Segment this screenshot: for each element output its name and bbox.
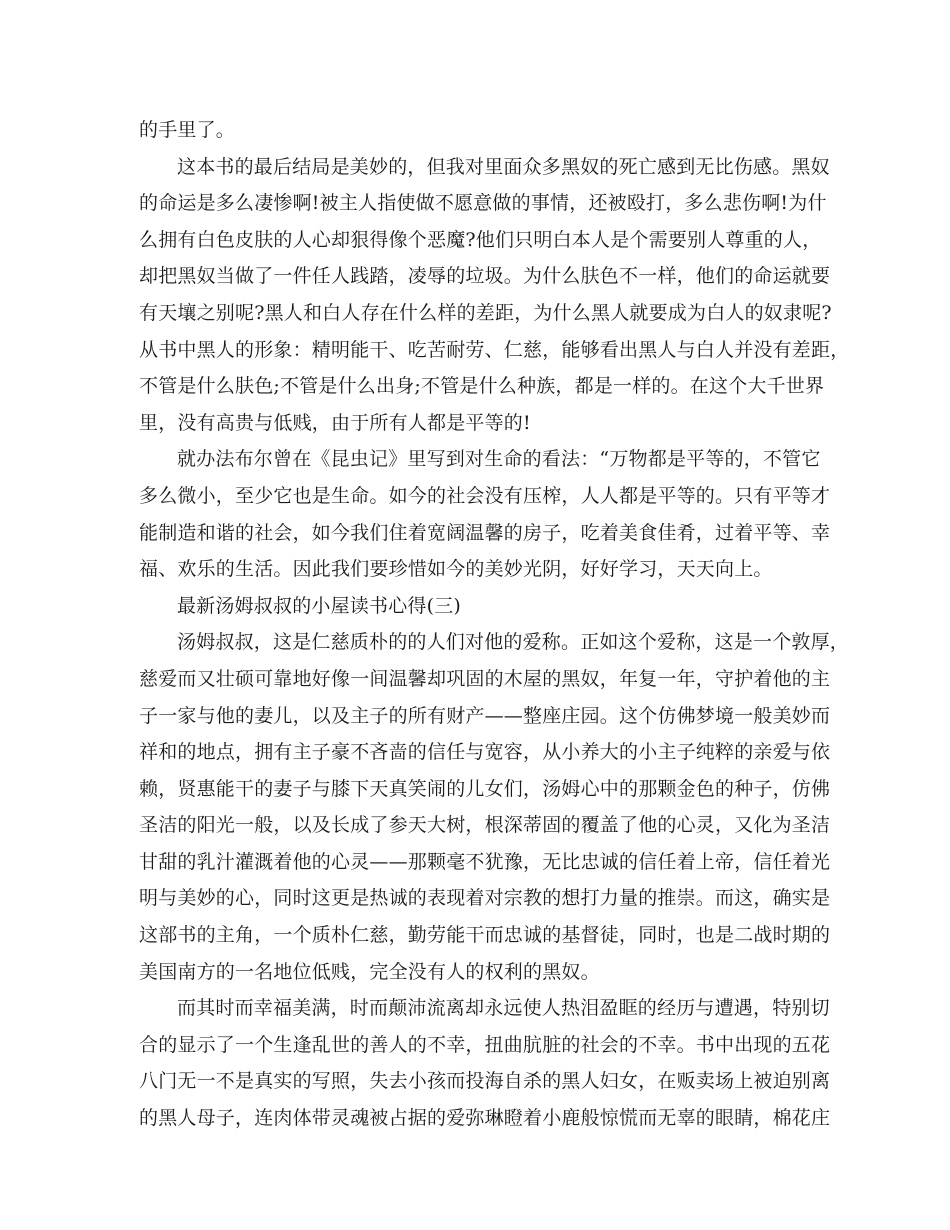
text-line: 多么微小，至少它也是生命。如今的社会没有压榨，人人都是平等的。只有平等才 [139,484,831,507]
text-line: 的命运是多么凄惨啊!被主人指使做不愿意做的事情，还被殴打，多么悲伤啊!为什 [139,192,827,215]
text-line: 美国南方的一名地位低贱，完全没有人的权利的黑奴。 [139,960,600,983]
text-line: 赖，贤惠能干的妻子与膝下天真笑闹的儿女们，汤姆心中的那颗金色的种子，仿佛 [139,777,831,800]
text-line: 甘甜的乳汁灌溉着他的心灵——那颗毫不犹豫，无比忠诚的信任着上帝，信任着光 [139,850,831,873]
text-line: 祥和的地点，拥有主子豪不吝啬的信任与宽容，从小养大的小主子纯粹的亲爱与依 [139,741,831,764]
text-line: 最新汤姆叔叔的小屋读书心得(三) [177,594,462,617]
text-line: 汤姆叔叔，这是仁慈质朴的的人们对他的爱称。正如这个爱称，这是一个敦厚， [177,631,850,654]
document-body [139,112,850,1137]
text-line: 合的显示了一个生逢乱世的善人的不幸，扭曲肮脏的社会的不幸。书中出现的五花 [139,1033,831,1056]
text-line: 就办法布尔曾在《昆虫记》里写到对生命的看法：“万物都是平等的，不管它 [177,448,821,471]
text-line: 这本书的最后结局是美妙的，但我对里面众多黑奴的死亡感到无比伤感。黑奴 [177,155,830,178]
text-line: 子一家与他的妻儿，以及主子的所有财产——整座庄园。这个仿佛梦境一般美妙而 [139,704,831,727]
text-line: 明与美妙的心，同时这更是热诚的表现着对宗教的想打力量的推崇。而这，确实是 [139,887,831,910]
text-line: 福、欢乐的生活。因此我们要珍惜如今的美妙光阴，好好学习，天天向上。 [139,558,773,581]
text-line: 么拥有白色皮肤的人心却狠得像个恶魔?他们只明白本人是个需要别人尊重的人， [139,228,822,251]
text-line: 慈爱而又壮硕可靠地好像一间温馨却巩固的木屋的黑奴，年复一年，守护着他的主 [139,667,831,690]
text-line: 却把黑奴当做了一件任人践踏，凌辱的垃圾。为什么肤色不一样，他们的命运就要 [139,265,831,288]
text-line: 能制造和谐的社会，如今我们住着宽阔温馨的房子，吃着美食佳肴，过着平等、幸 [139,521,831,544]
text-line: 不管是什么肤色;不管是什么出身;不管是什么种族，都是一样的。在这个大千世界 [139,375,825,398]
text-line: 而其时而幸福美满，时而颠沛流离却永远使人热泪盈眶的经历与遭遇，特别切 [177,997,830,1020]
text-line: 的手里了。 [139,119,236,141]
text-line: 有天壤之别呢?黑人和白人存在什么样的差距，为什么黑人就要成为白人的奴隶呢? [139,301,832,324]
text-line: 里，没有高贵与低贱，由于所有人都是平等的! [139,411,531,434]
text-line: 的黑人母子，连肉体带灵魂被占据的爱弥琳瞪着小鹿般惊慌而无辜的眼睛，棉花庄 [139,1107,831,1130]
text-line: 八门无一不是真实的写照，失去小孩而投海自杀的黑人妇女，在贩卖场上被迫别离 [139,1070,831,1093]
text-line: 从书中黑人的形象：精明能干、吃苦耐劳、仁慈，能够看出黑人与白人并没有差距， [139,338,850,361]
text-line: 这部书的主角，一个质朴仁慈，勤劳能干而忠诚的基督徒，同时，也是二战时期的 [139,924,831,947]
text-line: 圣洁的阳光一般，以及长成了参天大树，根深蒂固的覆盖了他的心灵，又化为圣洁 [139,814,831,837]
